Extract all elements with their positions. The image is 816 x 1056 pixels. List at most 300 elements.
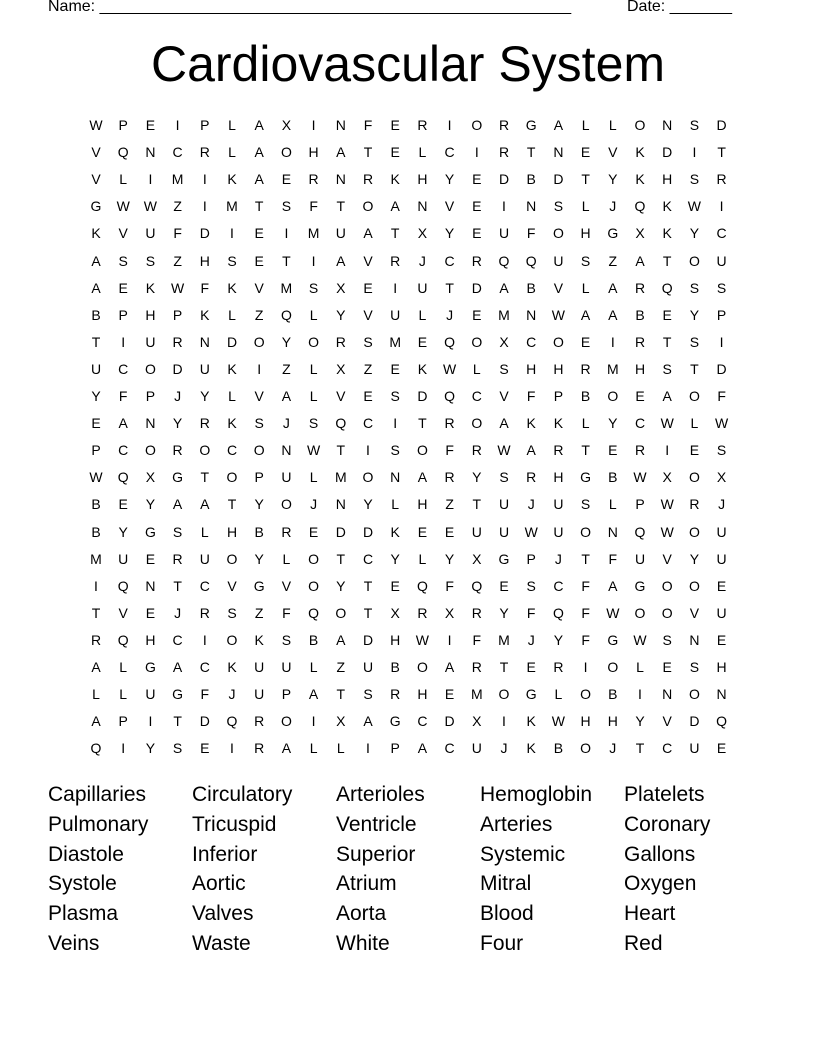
grid-row xyxy=(84,220,737,247)
grid-letter: Y xyxy=(254,496,264,513)
grid-letter: P xyxy=(118,117,128,133)
grid-letter: Q xyxy=(634,198,646,215)
grid-letter: T xyxy=(445,279,454,296)
grid-letter: C xyxy=(172,144,183,161)
grid-letter: E xyxy=(390,360,400,377)
grid-letter: R xyxy=(634,442,646,459)
grid-letter: T xyxy=(363,144,373,161)
grid-letter: D xyxy=(689,713,700,730)
grid-letter: L xyxy=(119,171,128,188)
grid-letter: K xyxy=(662,198,672,215)
grid-letter: E xyxy=(472,198,482,215)
grid-letter: U xyxy=(281,659,292,675)
grid-letter: O xyxy=(280,496,292,513)
grid-letter: L xyxy=(554,686,563,703)
grid-letter: Q xyxy=(308,604,320,621)
grid-letter: X xyxy=(716,469,727,486)
grid-letter: I xyxy=(311,252,316,269)
grid-letter: J xyxy=(609,198,617,215)
grid-letter: F xyxy=(526,225,536,242)
grid-row xyxy=(84,546,737,573)
grid-letter: I xyxy=(610,333,615,350)
grid-letter: I xyxy=(121,333,126,350)
grid-letter: O xyxy=(308,550,320,567)
grid-letter: U xyxy=(634,550,646,567)
grid-row xyxy=(84,491,737,518)
grid-letter: A xyxy=(281,388,292,404)
grid-letter: Y xyxy=(254,550,264,567)
grid-letter: T xyxy=(635,740,645,757)
grid-letter: A xyxy=(200,496,210,513)
word-list-item: Blood xyxy=(480,902,534,926)
grid-letter: R xyxy=(689,496,700,513)
grid-letter: U xyxy=(199,360,210,377)
grid-letter: E xyxy=(417,523,428,540)
grid-letter: O xyxy=(226,631,238,648)
grid-letter: P xyxy=(200,117,210,133)
grid-letter: R xyxy=(444,469,455,486)
grid-letter: T xyxy=(526,144,536,161)
grid-letter: T xyxy=(254,198,264,215)
grid-letter: L xyxy=(472,360,481,377)
grid-letter: T xyxy=(717,144,726,161)
grid-letter: Z xyxy=(282,360,291,377)
grid-letter: R xyxy=(471,252,482,269)
grid-letter: L xyxy=(309,659,318,675)
grid-letter: R xyxy=(172,442,183,459)
word-list-item: Superior xyxy=(336,842,416,866)
grid-letter: D xyxy=(553,171,564,188)
grid-letter: F xyxy=(717,388,726,404)
grid-letter: U xyxy=(471,523,482,540)
grid-letter: W xyxy=(442,360,457,377)
grid-letter: R xyxy=(471,604,482,621)
grid-letter: A xyxy=(417,740,428,757)
grid-letter: L xyxy=(581,415,590,432)
word-list-item: Systemic xyxy=(480,842,566,866)
grid-letter: C xyxy=(444,252,455,269)
word-list-item: Waste xyxy=(192,932,251,955)
grid-letter: S xyxy=(716,442,727,459)
grid-letter: I xyxy=(230,225,234,242)
grid-letter: X xyxy=(499,333,509,350)
word-list-item: Platelets xyxy=(624,783,705,806)
grid-letter: N xyxy=(281,442,292,459)
grid-letter: A xyxy=(172,496,183,513)
grid-letter: A xyxy=(172,659,183,675)
grid-letter: L xyxy=(418,306,427,323)
grid-letter: O xyxy=(308,333,320,350)
grid-letter: B xyxy=(91,523,101,540)
grid-letter: Y xyxy=(472,469,482,486)
grid-letter: E xyxy=(118,279,128,296)
grid-letter: E xyxy=(635,388,645,404)
grid-letter: C xyxy=(199,659,210,675)
grid-letter: W xyxy=(306,442,321,459)
grid-letter: A xyxy=(363,713,373,730)
grid-letter: I xyxy=(148,171,153,188)
grid-letter: T xyxy=(173,713,182,730)
grid-letter: K xyxy=(200,306,210,323)
grid-letter: Q xyxy=(661,279,673,296)
grid-letter: L xyxy=(309,388,318,404)
grid-letter: O xyxy=(552,333,564,350)
grid-letter: T xyxy=(390,225,400,242)
grid-letter: Y xyxy=(689,225,700,242)
grid-letter: O xyxy=(634,604,646,621)
grid-letter: E xyxy=(580,333,591,350)
grid-letter: X xyxy=(472,713,482,730)
grid-letter: S xyxy=(118,252,128,269)
grid-letter: O xyxy=(199,442,211,459)
grid-letter: R xyxy=(553,442,564,459)
grid-letter: O xyxy=(416,442,428,459)
grid-letter: U xyxy=(689,740,700,757)
grid-letter: B xyxy=(526,279,536,296)
grid-letter: P xyxy=(118,713,128,730)
name-field-label: Name: _____________________________________________________ xyxy=(48,0,572,15)
grid-letter: H xyxy=(145,306,156,323)
grid-letter: L xyxy=(309,306,318,323)
grid-letter: G xyxy=(172,469,184,486)
grid-letter: S xyxy=(281,631,292,648)
grid-letter: L xyxy=(581,117,590,133)
grid-letter: Y xyxy=(635,713,645,730)
word-list-item: Atrium xyxy=(336,872,397,896)
grid-letter: V xyxy=(363,306,373,323)
page-title: Cardiovascular System xyxy=(150,36,666,92)
grid-letter: T xyxy=(363,604,373,621)
grid-letter: L xyxy=(309,740,318,757)
grid-letter: W xyxy=(687,198,701,215)
grid-letter: S xyxy=(580,252,591,269)
grid-letter: K xyxy=(91,225,101,242)
grid-letter: A xyxy=(553,117,564,133)
grid-letter: L xyxy=(200,523,209,540)
grid-letter: S xyxy=(689,659,700,675)
word-list-item: Mitral xyxy=(480,872,532,896)
grid-letter: K xyxy=(227,415,237,432)
grid-row xyxy=(84,248,737,275)
grid-letter: Y xyxy=(689,550,700,567)
grid-letter: G xyxy=(634,577,646,594)
grid-letter: I xyxy=(284,225,289,242)
grid-letter: T xyxy=(336,442,346,459)
grid-letter: P xyxy=(716,306,727,323)
grid-letter: N xyxy=(417,198,428,215)
grid-letter: H xyxy=(226,523,238,540)
grid-letter: K xyxy=(227,279,237,296)
grid-letter: T xyxy=(581,550,590,567)
grid-letter: Y xyxy=(553,631,564,648)
grid-letter: C xyxy=(362,415,374,432)
word-list-item: Gallons xyxy=(624,842,696,866)
grid-letter: S xyxy=(172,740,183,757)
grid-letter: O xyxy=(688,469,700,486)
grid-letter: W xyxy=(660,496,674,513)
grid-letter: C xyxy=(118,360,129,377)
grid-letter: P xyxy=(145,388,156,404)
word-list-item: Aortic xyxy=(192,872,246,896)
date-field-label: Date: _______ xyxy=(627,0,732,15)
grid-letter: G xyxy=(607,225,619,242)
grid-letter: N xyxy=(607,523,618,540)
grid-letter: H xyxy=(199,252,210,269)
grid-letter: G xyxy=(525,117,537,133)
grid-letter: R xyxy=(90,631,102,648)
grid-letter: E xyxy=(472,171,482,188)
grid-letter: R xyxy=(254,713,265,730)
grid-letter: D xyxy=(417,388,428,404)
grid-letter: L xyxy=(608,496,617,513)
grid-letter: L xyxy=(418,550,427,567)
grid-letter: E xyxy=(472,306,482,323)
grid-letter: J xyxy=(282,415,290,432)
grid-letter: A xyxy=(91,659,101,675)
grid-letter: I xyxy=(175,117,180,133)
grid-letter: Q xyxy=(280,306,292,323)
grid-letter: A xyxy=(608,306,618,323)
grid-letter: G xyxy=(389,713,401,730)
grid-letter: O xyxy=(335,604,347,621)
grid-letter: E xyxy=(390,117,400,133)
grid-letter: G xyxy=(253,577,265,594)
grid-letter: N xyxy=(662,686,673,703)
grid-letter: R xyxy=(498,117,510,133)
grid-row xyxy=(84,600,737,627)
grid-letter: E xyxy=(499,577,509,594)
grid-letter: A xyxy=(336,144,346,161)
grid-letter: Z xyxy=(445,496,454,513)
grid-letter: N xyxy=(199,333,210,350)
grid-letter: C xyxy=(444,144,455,161)
grid-letter: Y xyxy=(145,496,156,513)
grid-letter: B xyxy=(91,496,101,513)
grid-letter: O xyxy=(580,523,592,540)
grid-letter: S xyxy=(662,360,672,377)
grid-letter: T xyxy=(662,252,672,269)
grid-letter: Y xyxy=(444,171,455,188)
grid-letter: C xyxy=(526,333,537,350)
grid-letter: I xyxy=(502,713,506,730)
grid-row xyxy=(84,464,737,491)
grid-letter: V xyxy=(254,279,264,296)
grid-letter: A xyxy=(91,279,101,296)
grid-letter: A xyxy=(580,306,591,323)
grid-letter: U xyxy=(254,659,265,675)
grid-letter: V xyxy=(363,252,373,269)
grid-letter: I xyxy=(366,442,370,459)
grid-letter: N xyxy=(145,415,156,432)
grid-letter: R xyxy=(281,523,292,540)
grid-letter: L xyxy=(282,550,291,567)
grid-letter: T xyxy=(581,442,590,459)
grid-letter: O xyxy=(471,117,483,133)
grid-letter: X xyxy=(145,469,156,486)
grid-letter: Y xyxy=(499,604,509,621)
grid-letter: L xyxy=(581,198,590,215)
grid-letter: L xyxy=(92,686,100,703)
grid-letter: T xyxy=(363,577,373,594)
word-list-item: Ventricle xyxy=(336,812,417,836)
grid-letter: Y xyxy=(91,388,101,404)
grid-letter: S xyxy=(363,686,373,703)
grid-letter: L xyxy=(309,360,318,377)
grid-letter: E xyxy=(608,442,618,459)
grid-letter: R xyxy=(526,469,537,486)
grid-letter: Q xyxy=(226,713,238,730)
grid-letter: A xyxy=(281,740,292,757)
grid-letter: S xyxy=(689,171,700,188)
grid-letter: U xyxy=(553,496,564,513)
grid-letter: P xyxy=(254,469,264,486)
grid-letter: R xyxy=(634,279,646,296)
grid-letter: U xyxy=(281,469,292,486)
grid-letter: D xyxy=(226,333,238,350)
grid-letter: J xyxy=(446,306,454,323)
grid-letter: D xyxy=(172,360,183,377)
grid-row xyxy=(84,139,737,166)
grid-letter: O xyxy=(253,442,265,459)
grid-letter: E xyxy=(526,659,536,675)
grid-letter: T xyxy=(499,659,509,675)
grid-letter: V xyxy=(336,388,346,404)
grid-letter: B xyxy=(254,523,264,540)
grid-letter: Z xyxy=(254,604,264,621)
word-list-item: Red xyxy=(624,932,663,955)
grid-letter: T xyxy=(581,171,590,188)
grid-letter: R xyxy=(417,604,428,621)
grid-letter: Y xyxy=(444,550,455,567)
grid-letter: I xyxy=(474,144,479,161)
grid-letter: W xyxy=(633,469,647,486)
grid-letter: R xyxy=(390,252,401,269)
grid-letter: Q xyxy=(444,333,456,350)
word-list-item: Circulatory xyxy=(192,783,293,806)
grid-letter: U xyxy=(553,252,564,269)
grid-letter: S xyxy=(499,360,509,377)
grid-letter: N xyxy=(662,117,673,133)
grid-letter: O xyxy=(688,686,700,703)
grid-letter: J xyxy=(609,740,617,757)
word-list-item: Arteries xyxy=(480,812,553,836)
grid-letter: M xyxy=(498,306,510,323)
grid-letter: C xyxy=(444,740,455,757)
grid-letter: T xyxy=(91,333,101,350)
grid-letter: I xyxy=(257,360,262,377)
grid-letter: J xyxy=(228,686,236,703)
grid-letter: X xyxy=(635,225,645,242)
grid-letter: T xyxy=(336,198,346,215)
grid-letter: Y xyxy=(118,523,128,540)
grid-letter: E xyxy=(662,306,672,323)
grid-letter: G xyxy=(607,631,619,648)
grid-letter: A xyxy=(526,442,536,459)
grid-letter: V xyxy=(281,577,292,594)
grid-row xyxy=(84,735,737,762)
grid-letter: R xyxy=(362,171,374,188)
grid-letter: N xyxy=(145,144,156,161)
grid-letter: D xyxy=(662,144,673,161)
grid-letter: I xyxy=(311,117,316,133)
grid-letter: S xyxy=(689,117,700,133)
grid-letter: K xyxy=(417,360,428,377)
word-list-item: Pulmonary xyxy=(48,812,149,836)
grid-letter: R xyxy=(335,333,346,350)
grid-letter: Y xyxy=(336,306,346,323)
grid-letter: G xyxy=(144,523,156,540)
grid-letter: S xyxy=(172,523,183,540)
grid-letter: D xyxy=(471,279,482,296)
grid-letter: O xyxy=(580,686,592,703)
grid-letter: A xyxy=(254,117,264,133)
grid-letter: O xyxy=(688,577,700,594)
grid-letter: E xyxy=(363,388,373,404)
grid-letter: O xyxy=(226,550,238,567)
grid-letter: M xyxy=(498,631,510,648)
grid-letter: L xyxy=(391,496,400,513)
grid-letter: B xyxy=(91,306,101,323)
grid-letter: R xyxy=(580,360,591,377)
grid-letter: G xyxy=(498,550,510,567)
grid-letter: Q xyxy=(552,604,564,621)
grid-letter: Y xyxy=(390,550,400,567)
grid-letter: J xyxy=(527,631,535,648)
grid-letter: B xyxy=(553,740,564,757)
grid-letter: I xyxy=(393,279,398,296)
grid-letter: E xyxy=(417,333,428,350)
grid-letter: D xyxy=(362,631,374,648)
grid-letter: I xyxy=(719,333,724,350)
grid-letter: U xyxy=(716,252,727,269)
grid-letter: E xyxy=(254,252,264,269)
grid-letter: C xyxy=(662,740,673,757)
grid-letter: B xyxy=(635,306,645,323)
grid-letter: K xyxy=(227,360,237,377)
grid-letter: V xyxy=(444,198,455,215)
grid-letter: O xyxy=(226,469,238,486)
grid-letter: U xyxy=(553,523,564,540)
grid-letter: X xyxy=(336,360,346,377)
word-list-item: Heart xyxy=(624,902,676,926)
grid-letter: M xyxy=(280,279,293,296)
grid-letter: E xyxy=(145,604,156,621)
grid-letter: Y xyxy=(689,306,700,323)
grid-letter: C xyxy=(118,442,129,459)
grid-letter: T xyxy=(662,333,672,350)
grid-letter: K xyxy=(553,415,564,432)
grid-letter: G xyxy=(90,198,102,215)
grid-letter: O xyxy=(688,388,700,404)
grid-letter: M xyxy=(606,360,619,377)
grid-letter: L xyxy=(309,469,318,486)
grid-letter: A xyxy=(417,469,428,486)
grid-letter: N xyxy=(145,577,156,594)
grid-letter: K xyxy=(526,415,536,432)
grid-letter: K xyxy=(635,171,645,188)
grid-letter: R xyxy=(444,415,455,432)
grid-letter: O xyxy=(144,360,156,377)
grid-letter: Q xyxy=(498,252,510,269)
grid-letter: V xyxy=(662,550,672,567)
grid-letter: R xyxy=(417,117,428,133)
grid-letter: U xyxy=(498,523,510,540)
grid-letter: H xyxy=(417,686,428,703)
grid-letter: M xyxy=(90,550,102,567)
grid-letter: U xyxy=(90,360,102,377)
grid-letter: U xyxy=(335,225,346,242)
grid-row xyxy=(84,383,737,410)
